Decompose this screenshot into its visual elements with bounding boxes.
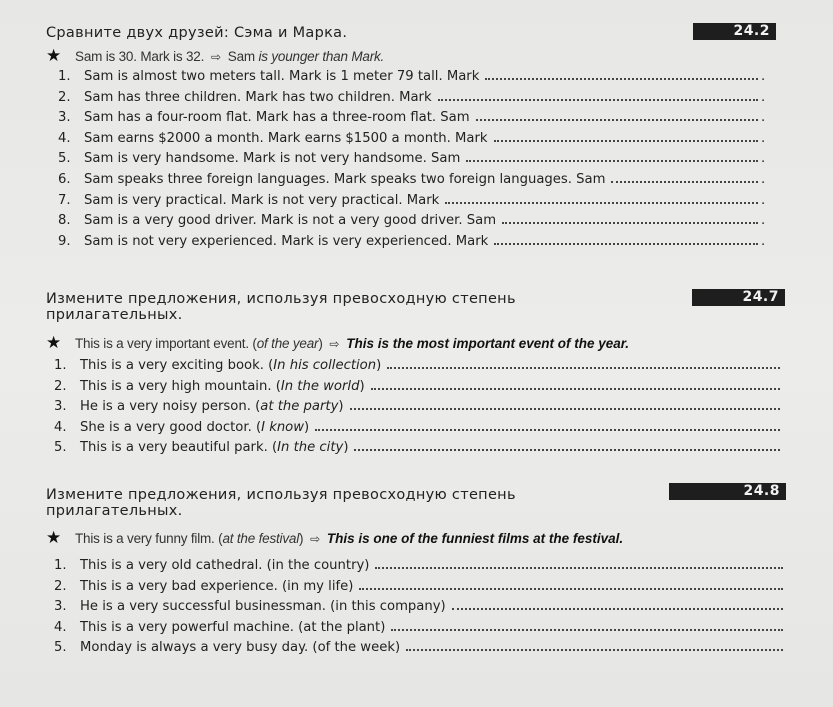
end-period: . [761, 130, 766, 146]
item-number: 9. [58, 233, 71, 249]
item-text: She is a very good doctor. ( [80, 419, 262, 435]
star-icon: ★ [46, 333, 62, 352]
example-line: ★ This is a very important event. (of the year) ⇨ This is the most important event of the year. [46, 333, 630, 352]
exercise-item [54, 419, 780, 439]
arrow-icon: ⇨ [329, 337, 340, 351]
item-number: 6. [58, 172, 71, 187]
item-text: He is a very successful businessman. (in this company) [80, 599, 446, 615]
item-text: Monday is always a very busy day. (of the week) [80, 640, 401, 656]
end-period: . [761, 69, 766, 84]
item-hint: at the party [260, 399, 339, 415]
item-text: Sam is a very good driver. Mark is not a very good driver. Sam [84, 213, 497, 229]
answer-blank[interactable] [476, 109, 758, 121]
item-number: 3. [54, 599, 67, 615]
item-number: 2. [58, 89, 71, 105]
item-text: This is a very beautiful park. ( [80, 440, 278, 456]
end-period: . [761, 213, 766, 229]
exercise-item [54, 398, 780, 418]
exercise-item [58, 192, 765, 212]
end-period: . [761, 192, 766, 208]
item-number: 4. [58, 130, 71, 146]
answer-blank[interactable] [445, 192, 758, 204]
item-hint: In the city [277, 440, 344, 456]
answer-blank[interactable] [406, 639, 783, 651]
exercise-item [58, 68, 765, 88]
exercise-item [58, 233, 765, 253]
star-icon: ★ [46, 528, 62, 547]
answer-blank[interactable] [359, 578, 783, 590]
item-text: Sam is almost two meters tall. Mark is 1 meter 79 tall. Mark [84, 69, 480, 84]
item-hint-close: ) [343, 440, 349, 456]
answer-blank[interactable] [452, 598, 783, 610]
star-icon: ★ [46, 46, 62, 65]
arrow-icon: ⇨ [310, 532, 321, 546]
answer-blank[interactable] [494, 130, 758, 142]
exercise-item [58, 150, 765, 170]
answer-blank[interactable] [494, 233, 758, 245]
item-hint-close: ) [338, 399, 344, 415]
item-number: 2. [54, 578, 67, 594]
answer-blank[interactable] [315, 419, 780, 431]
exercise-heading: Измените предложения, используя превосходную степень прилагательных. [46, 291, 516, 323]
item-hint: In his collection [273, 358, 377, 373]
item-number: 1. [54, 558, 67, 573]
item-number: 3. [54, 399, 67, 415]
item-text: Sam is not very experienced. Mark is very experienced. Mark [84, 233, 489, 249]
item-number: 4. [54, 419, 67, 435]
exercise-number-badge: 24.8 [669, 483, 786, 500]
answer-blank[interactable] [466, 150, 758, 162]
item-number: 5. [58, 151, 71, 167]
exercise-heading: Сравните двух друзей: Сэма и Марка. [46, 25, 348, 41]
answer-blank[interactable] [438, 89, 758, 101]
item-text: Sam has three children. Mark has two children. Mark [84, 89, 432, 105]
exercise-number-badge: 24.7 [692, 289, 785, 306]
item-number: 1. [54, 358, 67, 373]
item-text: Sam speaks three foreign languages. Mark speaks two foreign languages. Sam [84, 172, 606, 187]
item-number: 5. [54, 440, 67, 456]
exercise-item [58, 130, 765, 150]
item-number: 8. [58, 213, 71, 229]
exercise-item [54, 619, 783, 639]
item-text: Sam has a four-room flat. Mark has a three-room flat. Sam [84, 110, 470, 126]
item-text: Sam earns $2000 a month. Mark earns $1500 a month. Mark [84, 130, 488, 146]
exercise-number-badge: 24.2 [693, 23, 776, 40]
answer-blank[interactable] [375, 557, 783, 569]
item-number: 5. [54, 640, 67, 656]
exercise-item [58, 212, 765, 232]
item-text: This is a very old cathedral. (in the country) [80, 558, 370, 573]
exercise-heading: Измените предложения, используя превосходную степень прилагательных. [46, 487, 516, 519]
item-hint-close: ) [376, 358, 382, 373]
exercise-item [58, 109, 765, 129]
item-text: This is a very powerful machine. (at the plant) [80, 619, 386, 635]
example-line: ★ This is a very funny film. (at the festival) ⇨ This is one of the funniest films at the festival. [46, 528, 624, 547]
item-text: This is a very bad experience. (in my life) [80, 578, 354, 594]
answer-blank[interactable] [387, 357, 780, 369]
exercise-item [54, 439, 780, 459]
exercise-item [54, 639, 783, 659]
end-period: . [761, 151, 766, 167]
end-period: . [761, 172, 766, 187]
answer-blank[interactable] [391, 619, 783, 631]
item-text: This is a very high mountain. ( [80, 378, 281, 394]
item-text: Sam is very practical. Mark is not very practical. Mark [84, 192, 440, 208]
item-hint: In the world [280, 378, 360, 394]
answer-blank[interactable] [611, 171, 758, 183]
end-period: . [761, 233, 766, 249]
item-hint: I know [261, 419, 305, 435]
item-text: He is a very noisy person. ( [80, 399, 261, 415]
exercise-item [58, 171, 765, 191]
arrow-icon: ⇨ [210, 50, 221, 64]
end-period: . [761, 110, 766, 126]
answer-blank[interactable] [485, 68, 758, 80]
exercise-item [54, 598, 783, 618]
exercise-item [54, 357, 780, 377]
item-number: 3. [58, 110, 71, 126]
item-hint-close: ) [359, 378, 365, 394]
end-period: . [761, 89, 766, 105]
item-number: 4. [54, 619, 67, 635]
item-number: 1. [58, 69, 71, 84]
answer-blank[interactable] [354, 439, 780, 451]
item-number: 7. [58, 192, 71, 208]
item-text: Sam is very handsome. Mark is not very handsome. Sam [84, 151, 461, 167]
answer-blank[interactable] [371, 378, 780, 390]
item-number: 2. [54, 378, 67, 394]
exercise-item [54, 378, 780, 398]
exercise-item [54, 557, 783, 577]
exercise-item [54, 578, 783, 598]
item-text: This is a very exciting book. ( [80, 358, 274, 373]
exercise-item [58, 89, 765, 109]
item-hint-close: ) [304, 419, 310, 435]
answer-blank[interactable] [502, 212, 758, 224]
answer-blank[interactable] [350, 398, 780, 410]
example-line: ★ Sam is 30. Mark is 32. ⇨ Sam is younger than Mark. [46, 46, 385, 65]
